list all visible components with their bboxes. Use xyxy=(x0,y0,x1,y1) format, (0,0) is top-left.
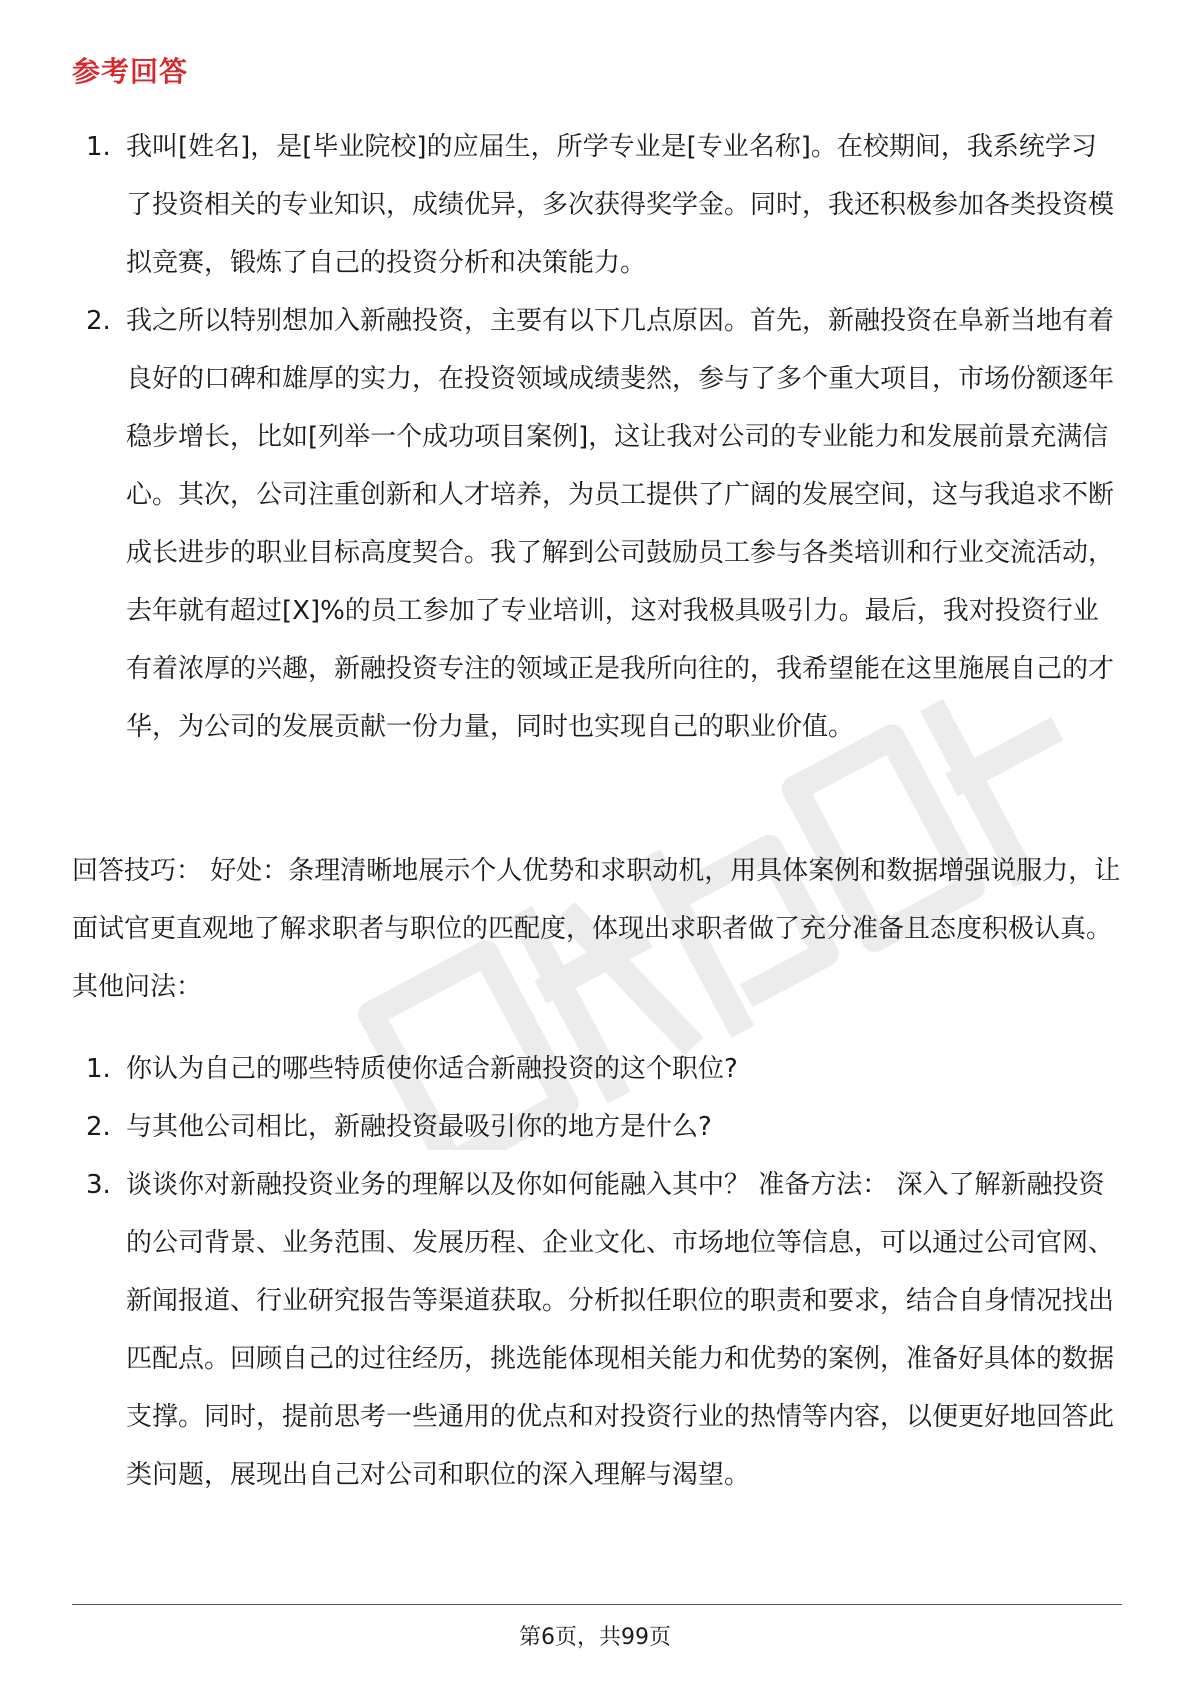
list-item xyxy=(72,1098,1122,1156)
list-item xyxy=(72,1040,1122,1098)
list-number: 2. xyxy=(86,1112,111,1142)
other-questions-list xyxy=(72,1040,1122,1504)
answer-tips-paragraph: 回答技巧： 好处：条理清晰地展示个人优势和求职动机，用具体案例和数据增强说服力，让面试官更直观地了解求职者与职位的匹配度，体现出求职者做了充分准备且态度积极认真。 其他问法： xyxy=(72,856,1121,1002)
footer-divider xyxy=(72,1604,1122,1605)
list-item xyxy=(72,1156,1122,1504)
list-number: 1. xyxy=(86,132,111,162)
section-title: 参考回答 xyxy=(72,55,189,88)
list-item xyxy=(72,292,1122,756)
list-number: 2. xyxy=(86,306,111,336)
list-item-text: 与其他公司相比，新融投资最吸引你的地方是什么? xyxy=(126,1112,712,1142)
list-number: 3. xyxy=(86,1170,111,1200)
page-number: 第6页，共99页 xyxy=(519,1625,671,1650)
answer-list xyxy=(72,118,1122,756)
list-item-text: 谈谈你对新融投资业务的理解以及你如何能融入其中？ 准备方法： 深入了解新融投资的公司背景、业务范围、发展历程、企业文化、市场地位等信息，可以通过公司官网、新闻报道、行业研究报告等渠道获取。分析拟任职位的职责和要求，结合自身情况找出匹配点。回顾自己的过往经历，挑选能体现相关能力和优势的案例，准备好具体的数据支撑。同时，提前思考一些通用的优点和对投资行业的热情等内容，以便更好地回答此类问题，展现出自己对公司和职位的深入理解与渴望。 xyxy=(126,1170,1115,1490)
list-item-text: 你认为自己的哪些特质使你适合新融投资的这个职位? xyxy=(126,1054,738,1084)
list-item-text: 我叫[姓名]，是[毕业院校]的应届生，所学专业是[专业名称]。在校期间，我系统学习了投资相关的专业知识，成绩优异，多次获得奖学金。同时，我还积极参加各类投资模拟竞赛，锻炼了自己的投资分析和决策能力。 xyxy=(126,132,1115,278)
list-number: 1. xyxy=(86,1054,111,1084)
list-item-text: 我之所以特别想加入新融投资，主要有以下几点原因。首先，新融投资在阜新当地有着良好的口碑和雄厚的实力，在投资领域成绩斐然，参与了多个重大项目，市场份额逐年稳步增长，比如[列举一个成功项目案例]，这让我对公司的专业能力和发展前景充满信心。其次，公司注重创新和人才培养，为员工提供了广阔的发展空间，这与我追求不断成长进步的职业目标高度契合。我了解到公司鼓励员工参与各类培训和行业交流活动，去年就有超过[X]%的员工参加了专业培训，这对我极具吸引力。最后，我对投资行业有着浓厚的兴趣，新融投资专注的领域正是我所向往的，我希望能在这里施展自己的才华，为公司的发展贡献一份力量，同时也实现自己的职业价值。 xyxy=(126,306,1115,742)
list-item xyxy=(72,118,1122,292)
